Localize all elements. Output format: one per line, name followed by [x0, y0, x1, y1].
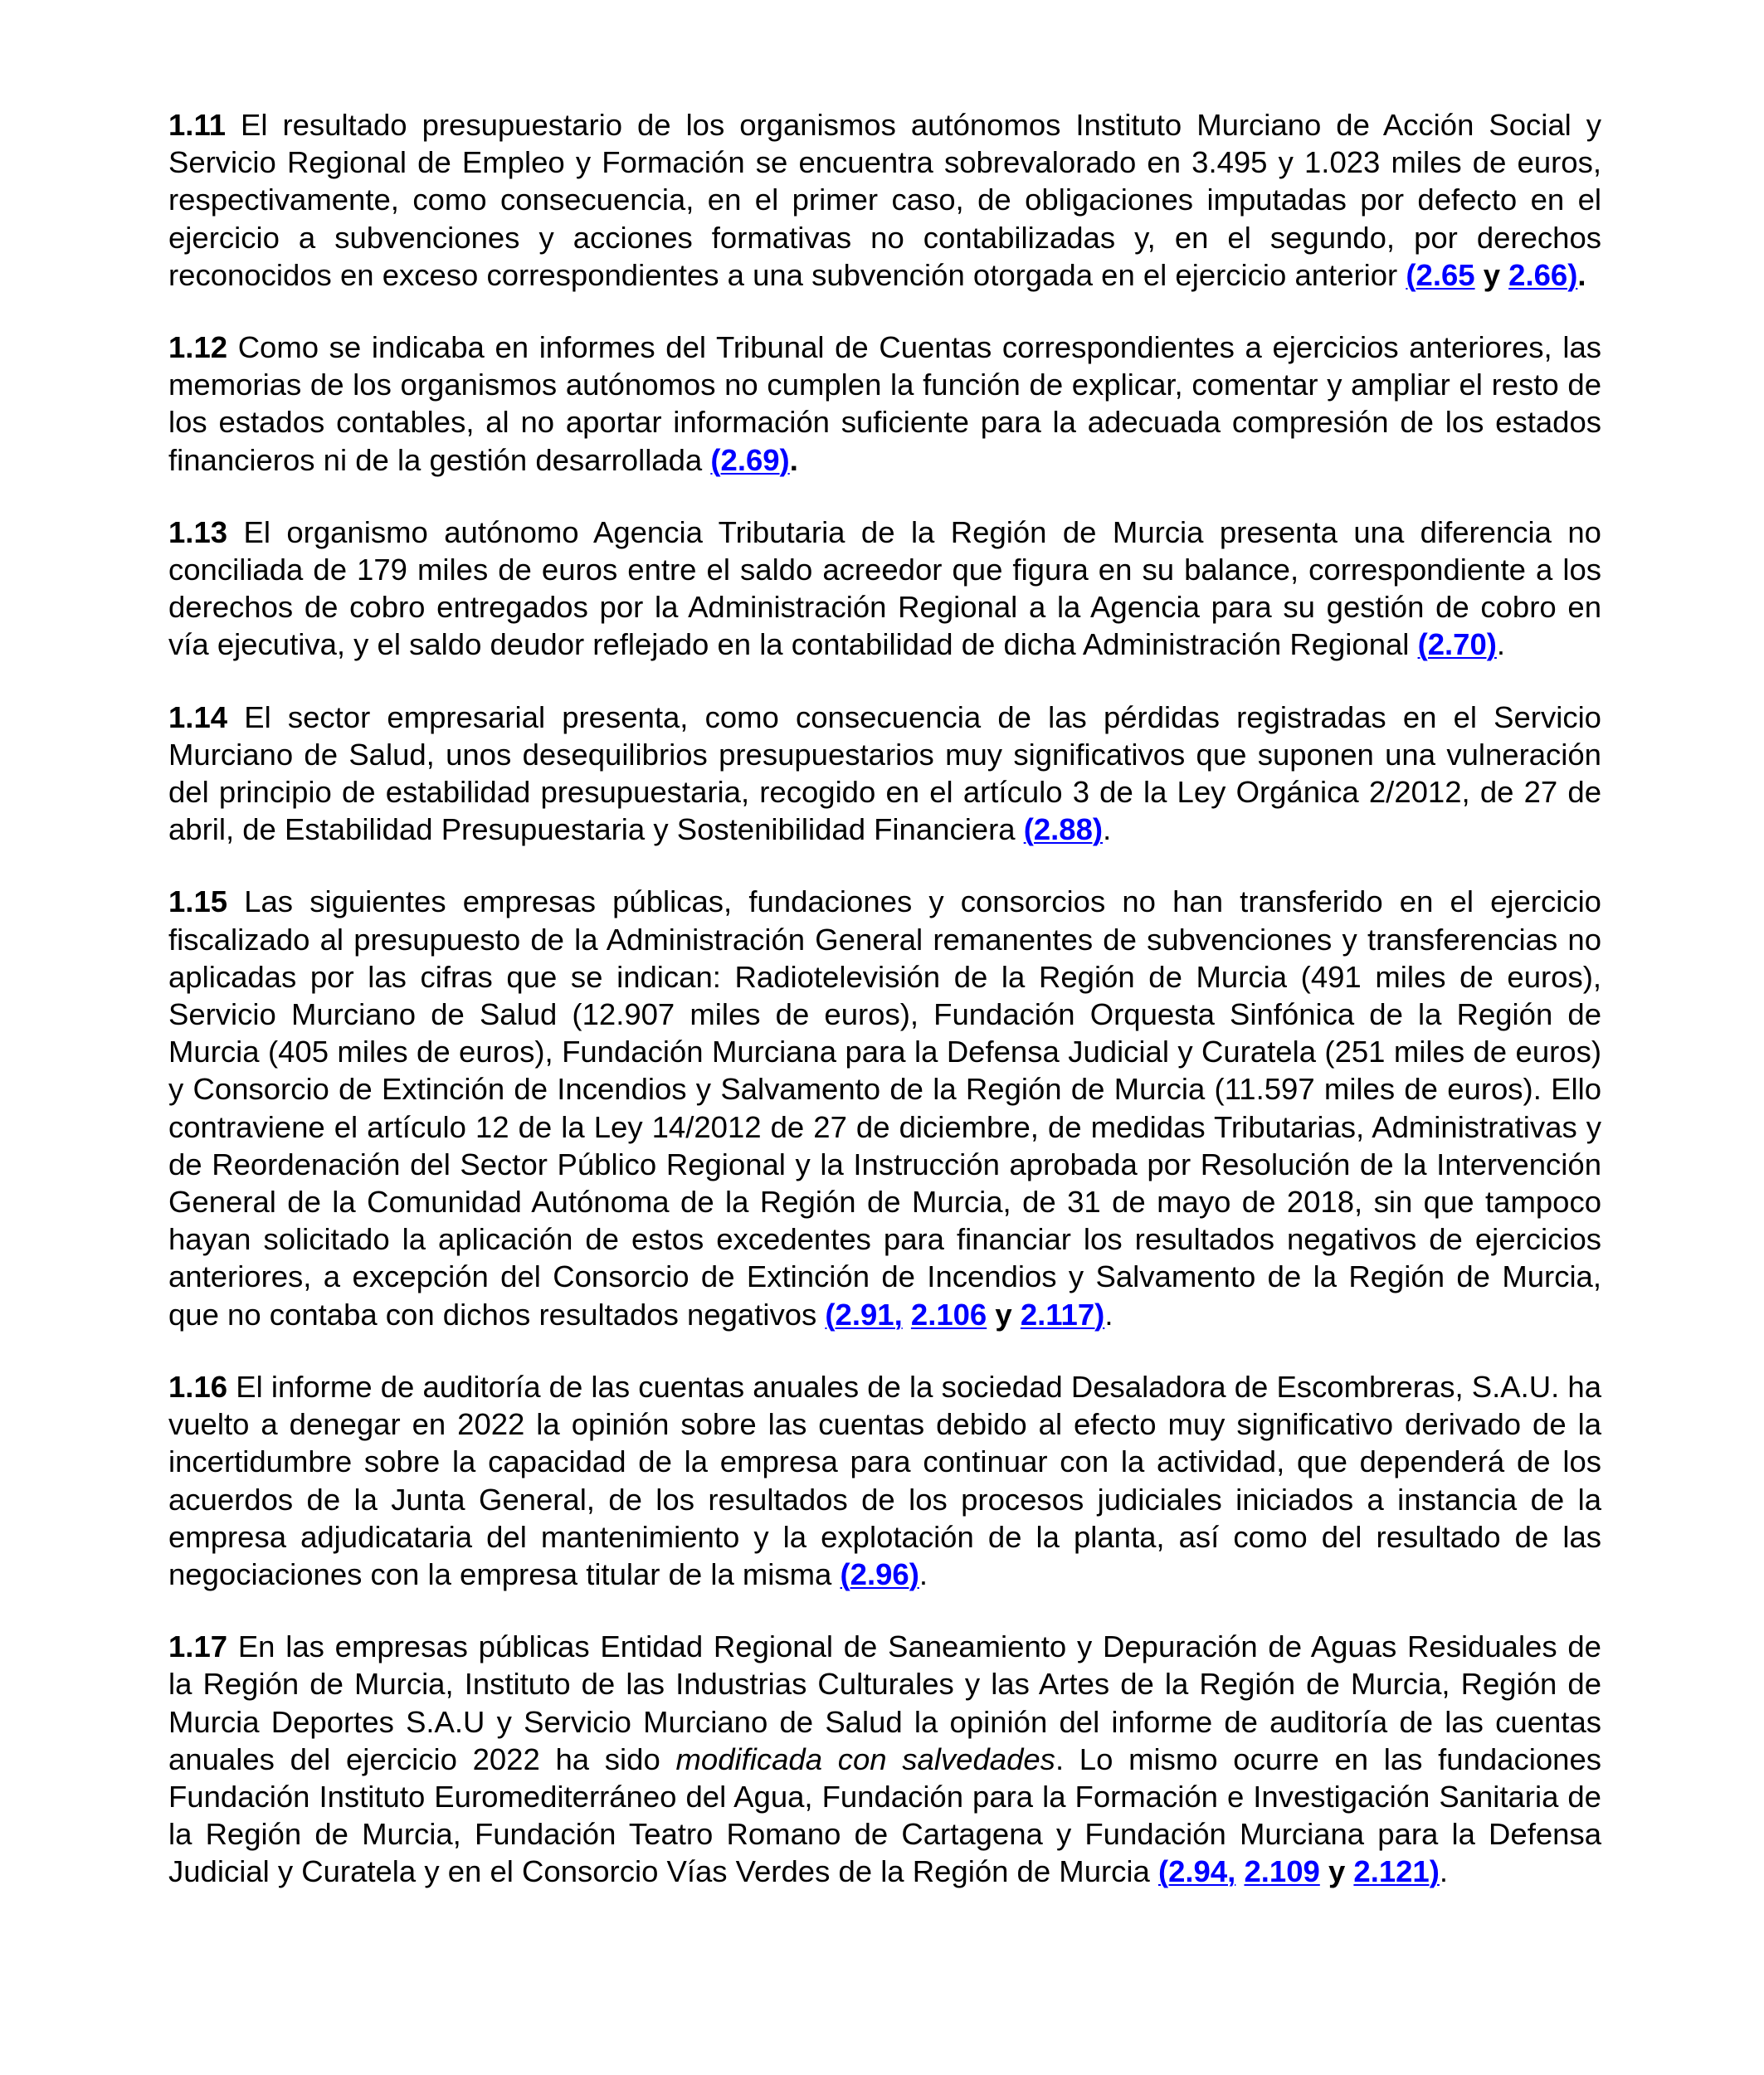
paragraph-end: .: [1577, 257, 1586, 292]
paragraph-end: .: [789, 442, 798, 477]
paragraph-1-15: [168, 883, 1601, 1332]
cross-reference-link[interactable]: (2.69): [710, 442, 790, 477]
ref-separator: y: [987, 1297, 1021, 1332]
ref-separator: y: [1319, 1854, 1354, 1889]
paragraph-number: 1.17: [168, 1629, 228, 1664]
paragraph-1-16: [168, 1368, 1601, 1593]
paragraph-end: .: [1103, 812, 1112, 847]
ref-separator: [1235, 1854, 1244, 1888]
paragraph-text: El sector empresarial presenta, como consecuencia de las pérdidas registradas en el Servicio Murciano de Salud, unos desequilibrios presupuestarios muy significativos que suponen una vulneración del principio de estabilidad presupuestaria, recogido en el artículo 3 de la Ley Orgánica 2/2012, de 27 de abril, de Estabilidad Presupuestaria y Sostenibilidad Financiera: [168, 699, 1601, 847]
paragraph-1-11: [168, 106, 1601, 294]
paragraph-text: En las empresas públicas Entidad Regional de Saneamiento y Depuración de Aguas Residuales de la Región de Murcia, Instituto de las Industrias Culturales y las Artes de la Región de Murcia, Región de Murcia Deportes S.A.U y Servicio Murciano de Salud la opinión del informe de auditoría de las cuentas anuales del ejercicio 2022 ha sido: [168, 1629, 1601, 1776]
cross-reference-link[interactable]: 2.117): [1020, 1297, 1105, 1332]
paragraph-1-12: [168, 329, 1601, 479]
cross-reference-link[interactable]: 2.109: [1244, 1854, 1320, 1889]
ref-separator: [903, 1298, 911, 1332]
paragraph-end: .: [1439, 1854, 1449, 1889]
cross-reference-link[interactable]: 2.106: [910, 1297, 987, 1332]
document-page: [168, 106, 1601, 1926]
paragraph-number: 1.16: [168, 1369, 228, 1404]
cross-reference-link[interactable]: (2.91,: [825, 1297, 903, 1332]
cross-reference-link[interactable]: 2.121): [1353, 1854, 1440, 1889]
paragraph-end: .: [1496, 627, 1506, 662]
cross-reference-link[interactable]: 2.66): [1508, 257, 1578, 292]
paragraph-number: 1.14: [168, 699, 228, 734]
ref-separator: y: [1474, 257, 1509, 292]
paragraph-number: 1.11: [168, 108, 227, 142]
paragraph-text: Las siguientes empresas públicas, fundaciones y consorcios no han transferido en el ejercicio fiscalizado al presupuesto de la Administración General remanentes de subvenciones y transferencias no aplicadas por las cifras que se indican: Radiotelevisión de la Región de Murcia (491 miles de euros), Servicio Murciano de Salud (12.907 miles de euros), Fundación Orquesta Sinfónica de la Región de Murcia (405 miles de euros), Fundación Murciana para la Defensa Judicial y Curatela (251 miles de euros) y Consorcio de Extinción de Incendios y Salvamento de la Región de Murcia (11.597 miles de euros). Ello contraviene el artículo 12 de la Ley 14/2012 de 27 de diciembre, de medidas Tributarias, Administrativas y de Reordenación del Sector Público Regional y la Instrucción aprobada por Resolución de la Intervención General de la Comunidad Autónoma de la Región de Murcia, de 31 de mayo de 2018, sin que tampoco hayan solicitado la aplicación de estos excedentes para financiar los resultados negativos de ejercicios anteriores, a excepción del Consorcio de Extinción de Incendios y Salvamento de la Región de Murcia, que no contaba con dichos resultados negativos: [168, 884, 1601, 1332]
paragraph-1-17: [168, 1628, 1601, 1890]
cross-reference-link[interactable]: (2.94,: [1157, 1854, 1236, 1889]
cross-reference-link[interactable]: (2.88): [1023, 812, 1104, 847]
paragraph-number: 1.12: [168, 330, 228, 365]
paragraph-text: El informe de auditoría de las cuentas anuales de la sociedad Desaladora de Escombreras, S.A.U. ha vuelto a denegar en 2022 la opinión sobre las cuentas debido al efecto muy significativo derivado de la incertidumbre sobre la capacidad de la empresa para continuar con la actividad, que dependerá de los acuerdos de la Junta General, de los resultados de los procesos judiciales iniciados a instancia de la empresa adjudicataria del mantenimiento y la explotación de la planta, así como del resultado de las negociaciones con la empresa titular de la misma: [168, 1369, 1601, 1591]
paragraph-text-continued: . Lo mismo ocurre en las fundaciones Fundación Instituto Euromediterráneo del Agua, Fundación para la Formación e Investigación Sanitaria de la Región de Murcia, Fundación Teatro Romano de Cartagena y Fundación Murciana para la Defensa Judicial y Curatela y en el Consorcio Vías Verdes de la Región de Murcia: [168, 1741, 1601, 1889]
paragraph-text: El resultado presupuestario de los organismos autónomos Instituto Murciano de Acción Social y Servicio Regional de Empleo y Formación se encuentra sobrevalorado en 3.495 y 1.023 miles de euros, respectivamente, como consecuencia, en el primer caso, de obligaciones imputadas por defecto en el ejercicio a subvenciones y acciones formativas no contabilizadas y, en el segundo, por derechos reconocidos en exceso correspondientes a una subvención otorgada en el ejercicio anterior: [168, 108, 1601, 292]
paragraph-text: El organismo autónomo Agencia Tributaria de la Región de Murcia presenta una diferencia no conciliada de 179 miles de euros entre el saldo acreedor que figura en su balance, correspondiente a los derechos de cobro entregados por la Administración Regional a la Agencia para su gestión de cobro en vía ejecutiva, y el saldo deudor reflejado en la contabilidad de dicha Administración Regional: [168, 514, 1601, 662]
cross-reference-link[interactable]: (2.70): [1417, 627, 1497, 662]
paragraph-end: .: [919, 1556, 928, 1591]
paragraph-end: .: [1104, 1297, 1113, 1332]
paragraph-1-14: [168, 699, 1601, 849]
paragraph-number: 1.15: [168, 884, 228, 919]
italic-emphasis: modificada con salvedades: [675, 1741, 1055, 1776]
paragraph-1-13: [168, 514, 1601, 664]
cross-reference-link[interactable]: (2.96): [840, 1556, 919, 1591]
paragraph-number: 1.13: [168, 514, 228, 549]
paragraph-text: Como se indicaba en informes del Tribunal de Cuentas correspondientes a ejercicios anteriores, las memorias de los organismos autónomos no cumplen la función de explicar, comentar y ampliar el resto de los estados contables, al no aportar información suficiente para la adecuada compresión de los estados financieros ni de la gestión desarrollada: [168, 330, 1601, 477]
cross-reference-link[interactable]: (2.65: [1406, 257, 1475, 292]
